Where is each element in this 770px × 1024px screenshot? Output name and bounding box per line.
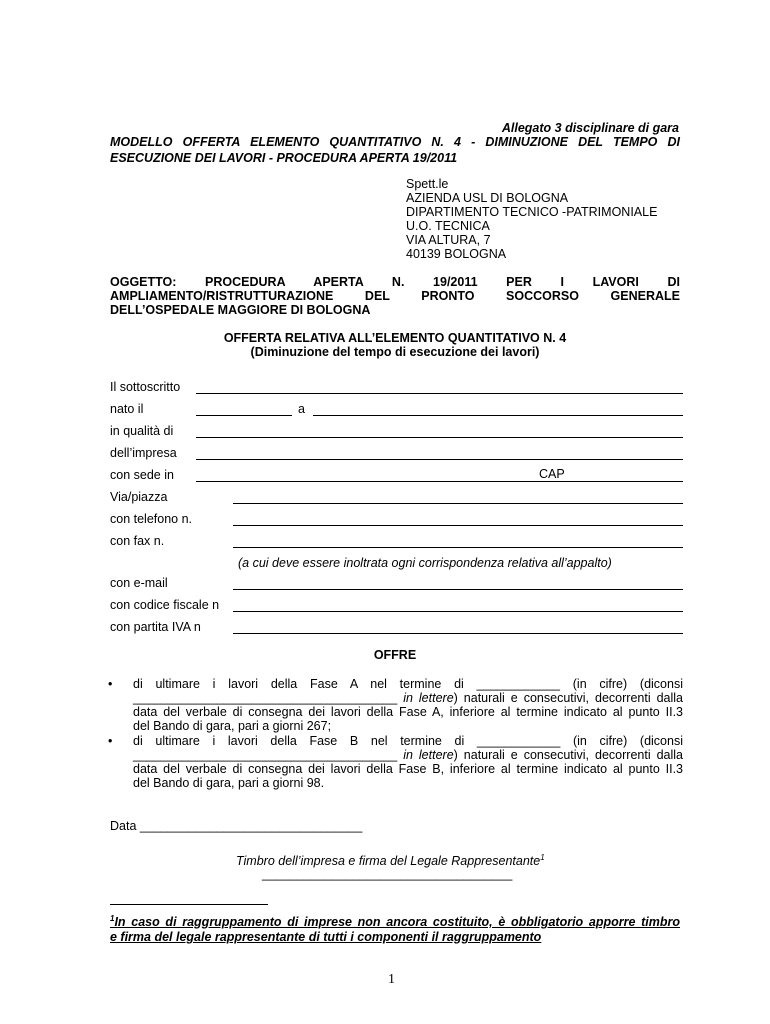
qualita-field[interactable] — [196, 437, 683, 438]
phase-a-line2-rest: ) naturali e consecutivi, decorrenti dalla — [453, 691, 684, 705]
bullet-icon: • — [108, 734, 113, 748]
footnote-line1 — [110, 911, 680, 930]
phase-a-letters-label: in lettere — [403, 691, 454, 705]
codice-fiscale-field[interactable] — [233, 611, 683, 612]
cap-label: CAP — [539, 467, 565, 481]
fax-field[interactable] — [233, 547, 683, 548]
sottoscritto-field[interactable] — [196, 393, 683, 394]
birth-place-label: a — [298, 402, 305, 416]
phase-a-line1: di ultimare i lavori della Fase A nel termine di ____________ (in cifre) (diconsi — [133, 677, 683, 691]
recipient-line: VIA ALTURA, 7 — [406, 233, 491, 247]
sede-field[interactable] — [196, 481, 683, 482]
subject-line3: DELL’OSPEDALE MAGGIORE DI BOLOGNA — [110, 303, 371, 317]
phase-a-line3: data del verbale di consegna dei lavori della Fase A, inferiore al termine indicato al punto II.3 — [133, 705, 683, 719]
offer-title-line1: OFFERTA RELATIVA ALL’ELEMENTO QUANTITATIVO N. 4 — [223, 331, 567, 345]
signature-label — [236, 853, 545, 868]
impresa-label: dell’impresa — [110, 446, 177, 460]
bullet-icon: • — [108, 677, 113, 691]
partita-iva-label: con partita IVA n — [110, 620, 201, 634]
phase-b-letters-blank[interactable]: ______________________________________ — [133, 748, 398, 762]
partita-iva-field[interactable] — [233, 633, 683, 634]
recipient-address — [406, 177, 657, 261]
document-title-line1: MODELLO OFFERTA ELEMENTO QUANTITATIVO N. 4 - DIMINUZIONE DEL TEMPO DI — [110, 135, 680, 149]
offre-heading: OFFRE — [373, 648, 417, 662]
phase-a-line4: del Bando di gara, pari a giorni 267; — [133, 719, 332, 733]
phase-b-line3: data del verbale di consegna dei lavori della Fase B, inferiore al termine indicato al punto II.3 — [133, 762, 683, 776]
telefono-field[interactable] — [233, 525, 683, 526]
recipient-line: 40139 BOLOGNA — [406, 247, 507, 261]
nato-il-label: nato il — [110, 402, 144, 416]
offer-title — [110, 331, 680, 359]
subject-line2: AMPLIAMENTO/RISTRUTTURAZIONE DEL PRONTO SOCCORSO GENERALE — [110, 289, 680, 303]
footnote-ref: 1 — [540, 853, 545, 862]
signature-label-text: Timbro dell’impresa e firma del Legale Rappresentante — [236, 854, 541, 869]
phase-b-line2-rest: ) naturali e consecutivi, decorrenti dalla — [453, 748, 684, 762]
phase-a-line2 — [133, 691, 683, 705]
footnote-separator — [110, 904, 268, 905]
offer-phase-a — [133, 677, 683, 733]
offer-title-line2: (Diminuzione del tempo di esecuzione dei lavori) — [250, 345, 540, 359]
phase-b-line2 — [133, 748, 683, 762]
recipient-line: DIPARTIMENTO TECNICO -PATRIMONIALE — [406, 205, 658, 219]
recipient-line: AZIENDA USL DI BOLOGNA — [406, 191, 569, 205]
phase-b-line4: del Bando di gara, pari a giorni 98. — [133, 776, 325, 790]
date-field[interactable]: Data ________________________________ — [110, 819, 363, 833]
page-number: 1 — [388, 972, 395, 987]
telefono-label: con telefono n. — [110, 512, 193, 526]
footnote-line1-text: In caso di raggruppamento di imprese non ancora costituito, è obbligatorio apporre timbro — [114, 915, 680, 930]
impresa-field[interactable] — [196, 459, 683, 460]
codice-fiscale-label: con codice fiscale n — [110, 598, 220, 612]
phase-b-letters-label: in lettere — [403, 748, 454, 762]
birth-date-field[interactable] — [196, 415, 292, 416]
footnote — [110, 911, 680, 945]
via-field[interactable] — [233, 503, 683, 504]
birth-place-field[interactable] — [313, 415, 683, 416]
subject-block — [110, 275, 680, 317]
email-field[interactable] — [233, 589, 683, 590]
correspondence-note: (a cui deve essere inoltrata ogni corrispondenza relativa all’appalto) — [238, 556, 612, 570]
footnote-mark: 1 — [110, 914, 115, 923]
allegato-label: Allegato 3 disciplinare di gara — [501, 121, 679, 135]
sottoscritto-label: Il sottoscritto — [110, 380, 181, 394]
recipient-line: U.O. TECNICA — [406, 219, 490, 233]
offer-phase-b — [133, 734, 683, 790]
fax-label: con fax n. — [110, 534, 165, 548]
subject-line1: OGGETTO: PROCEDURA APERTA N. 19/2011 PER I LAVORI DI — [110, 275, 680, 289]
sede-label: con sede in — [110, 468, 174, 482]
qualita-label: in qualità di — [110, 424, 174, 438]
phase-a-letters-blank[interactable]: ______________________________________ — [133, 691, 398, 705]
phase-b-line1: di ultimare i lavori della Fase B nel termine di ____________ (in cifre) (diconsi — [133, 734, 683, 748]
signature-field[interactable]: ____________________________________ — [262, 867, 513, 881]
document-title-line2: ESECUZIONE DEI LAVORI - PROCEDURA APERTA 19/2011 — [110, 151, 458, 165]
via-label: Via/piazza — [110, 490, 168, 504]
email-label: con e-mail — [110, 576, 168, 590]
recipient-line: Spett.le — [406, 177, 449, 191]
footnote-line2: e firma del legale rappresentante di tutti i componenti il raggruppamento — [110, 930, 542, 945]
